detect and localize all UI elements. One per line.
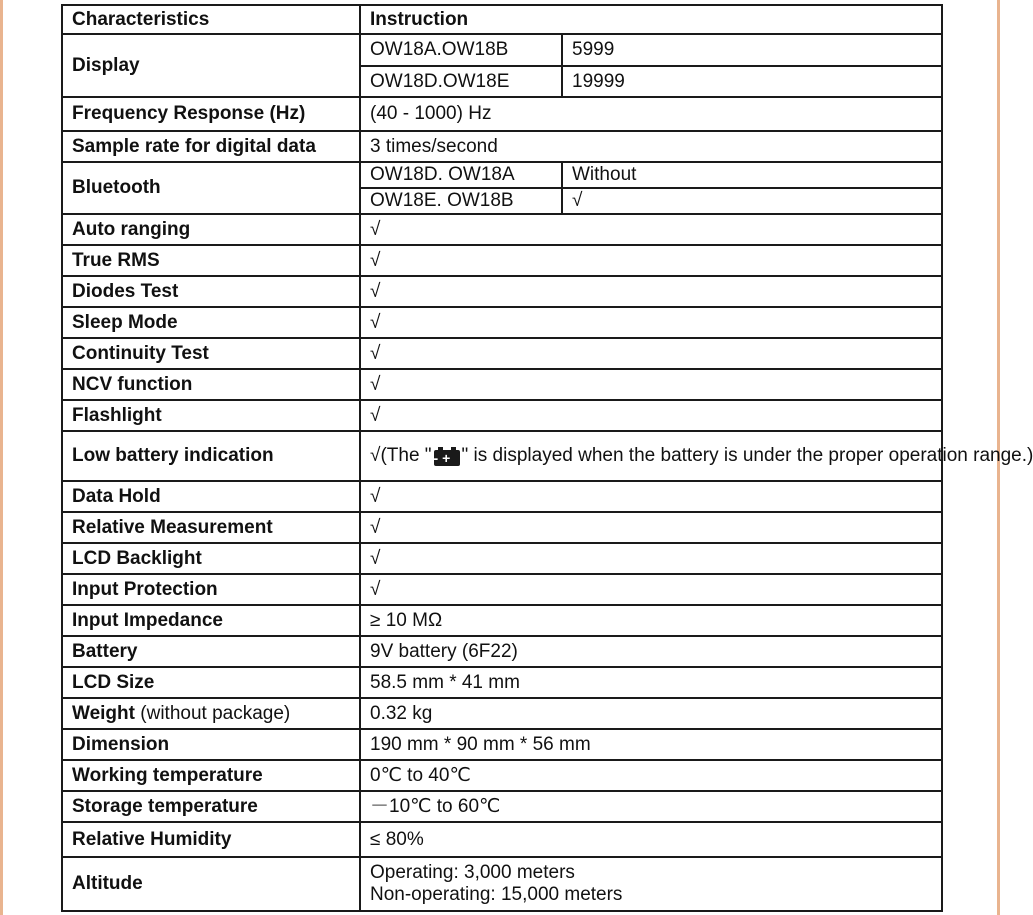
bluetooth-value-2: √: [562, 188, 942, 214]
input-protection-value: √: [360, 574, 942, 605]
altitude-operating: Operating: 3,000 meters: [370, 862, 575, 883]
bluetooth-value-1: Without: [562, 162, 942, 188]
bluetooth-model-2: OW18E. OW18B: [360, 188, 562, 214]
dimension-value: 190 mm * 90 mm * 56 mm: [360, 729, 942, 760]
table-row: [62, 605, 942, 636]
table-row: [62, 698, 942, 729]
table-row: [62, 481, 942, 512]
frequency-value: (40 - 1000) Hz: [360, 97, 942, 131]
table-row: [62, 276, 942, 307]
battery-label: Battery: [62, 636, 360, 667]
table-row: [62, 760, 942, 791]
working-temperature-value: 0℃ to 40℃: [360, 760, 942, 791]
table-row: [62, 245, 942, 276]
specifications-table: [61, 4, 1033, 912]
table-row: [62, 729, 942, 760]
input-impedance-value: ≥ 10 MΩ: [360, 605, 942, 636]
diodes-test-value: √: [360, 276, 942, 307]
header-characteristics: Characteristics: [62, 5, 360, 34]
low-battery-text-before: (The ": [380, 445, 432, 466]
weight-label: [62, 698, 360, 729]
continuity-test-label: Continuity Test: [62, 338, 360, 369]
table-row: [62, 431, 942, 481]
table-row: [62, 162, 942, 188]
weight-value: 0.32 kg: [360, 698, 942, 729]
display-model-1: OW18A.OW18B: [360, 34, 562, 66]
table-row: [62, 131, 942, 162]
flashlight-label: Flashlight: [62, 400, 360, 431]
battery-value: 9V battery (6F22): [360, 636, 942, 667]
continuity-test-value: √: [360, 338, 942, 369]
low-battery-value: [360, 431, 1033, 481]
table-row: [62, 791, 942, 822]
relative-humidity-value: ≤ 80%: [360, 822, 942, 857]
table-row: [62, 34, 942, 66]
storage-temperature-label: Storage temperature: [62, 791, 360, 822]
table-row: [62, 369, 942, 400]
storage-temperature-value: －10℃ to 60℃: [360, 791, 942, 822]
frequency-label: Frequency Response (Hz): [62, 97, 360, 131]
low-battery-check: √: [370, 445, 381, 466]
table-row: [62, 214, 942, 245]
bluetooth-model-1: OW18D. OW18A: [360, 162, 562, 188]
true-rms-value: √: [360, 245, 942, 276]
relative-measurement-value: √: [360, 512, 942, 543]
auto-ranging-label: Auto ranging: [62, 214, 360, 245]
display-label: Display: [62, 34, 360, 97]
display-model-2: OW18D.OW18E: [360, 66, 562, 97]
weight-label-note: (without package): [140, 702, 291, 724]
display-value-1: 5999: [562, 34, 942, 66]
header-instruction: Instruction: [360, 5, 942, 34]
table-row: [62, 307, 942, 338]
auto-ranging-value: √: [360, 214, 942, 245]
sample-rate-value: 3 times/second: [360, 131, 942, 162]
display-value-2: 19999: [562, 66, 942, 97]
relative-humidity-label: Relative Humidity: [62, 822, 360, 857]
table-row: [62, 822, 942, 857]
sample-rate-label: Sample rate for digital data: [62, 131, 360, 162]
lcd-backlight-value: √: [360, 543, 942, 574]
low-battery-label: Low battery indication: [62, 431, 360, 481]
dimension-label: Dimension: [62, 729, 360, 760]
altitude-value: [360, 857, 942, 911]
page-edge-left: [0, 0, 3, 915]
table-row: [62, 636, 942, 667]
table-row: [62, 400, 942, 431]
weight-label-text: Weight: [72, 702, 135, 724]
table-row: [62, 543, 942, 574]
diodes-test-label: Diodes Test: [62, 276, 360, 307]
relative-measurement-label: Relative Measurement: [62, 512, 360, 543]
bluetooth-label: Bluetooth: [62, 162, 360, 214]
lcd-size-value: 58.5 mm * 41 mm: [360, 667, 942, 698]
altitude-non-operating: Non-operating: 15,000 meters: [370, 884, 623, 905]
table-row: [62, 97, 942, 131]
battery-icon: - +: [434, 450, 460, 466]
table-row: [62, 667, 942, 698]
low-battery-text-after: " is displayed when the battery is under the proper operation range.): [461, 445, 1033, 466]
flashlight-value: √: [360, 400, 942, 431]
lcd-backlight-label: LCD Backlight: [62, 543, 360, 574]
data-hold-value: √: [360, 481, 942, 512]
true-rms-label: True RMS: [62, 245, 360, 276]
sleep-mode-label: Sleep Mode: [62, 307, 360, 338]
table-row: [62, 512, 942, 543]
input-impedance-label: Input Impedance: [62, 605, 360, 636]
table-row: [62, 574, 942, 605]
lcd-size-label: LCD Size: [62, 667, 360, 698]
sleep-mode-value: √: [360, 307, 942, 338]
altitude-label: Altitude: [62, 857, 360, 911]
input-protection-label: Input Protection: [62, 574, 360, 605]
table-row: [62, 857, 942, 911]
data-hold-label: Data Hold: [62, 481, 360, 512]
ncv-function-value: √: [360, 369, 942, 400]
working-temperature-label: Working temperature: [62, 760, 360, 791]
ncv-function-label: NCV function: [62, 369, 360, 400]
table-header-row: [62, 5, 942, 34]
table-row: [62, 338, 942, 369]
